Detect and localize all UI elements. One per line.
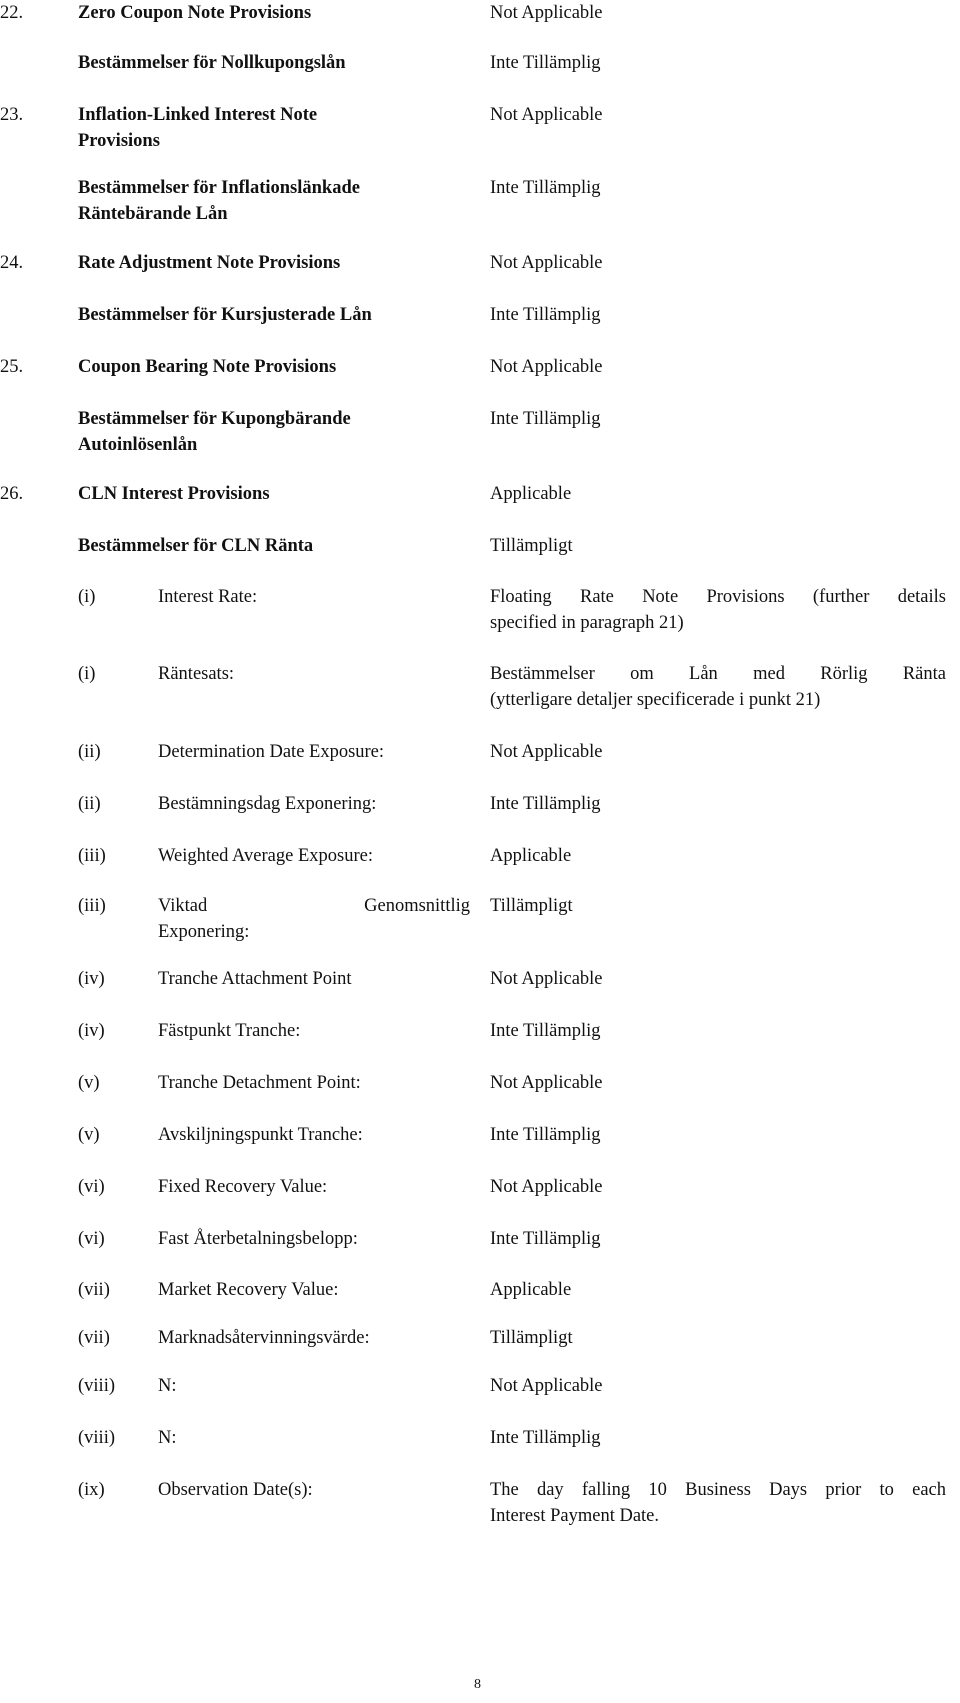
section-title-line1: Inflation-Linked Interest Note (78, 105, 318, 125)
item-index: (iii) (78, 846, 106, 866)
section-title: Coupon Bearing Note Provisions (78, 357, 337, 377)
item-label: Marknadsåtervinningsvärde: (158, 1328, 370, 1348)
section-title-sv-line1: Bestämmelser för Kupongbärande (78, 409, 351, 429)
section-value: Not Applicable (490, 253, 603, 273)
item-label: Fast Återbetalningsbelopp: (158, 1229, 358, 1249)
item-index: (viii) (78, 1428, 115, 1448)
section-title-sv-line2: Räntebärande Lån (78, 204, 228, 224)
item-label-line2: Exponering: (158, 922, 250, 942)
item-label: Bestämningsdag Exponering: (158, 794, 377, 814)
item-value-line2: Interest Payment Date. (490, 1506, 660, 1526)
item-index: (ii) (78, 742, 101, 762)
item-value: Inte Tillämplig (490, 1125, 601, 1145)
item-label: Fixed Recovery Value: (158, 1177, 328, 1197)
item-index: (vii) (78, 1280, 110, 1300)
item-label: Weighted Average Exposure: (158, 846, 373, 866)
item-value: Not Applicable (490, 1073, 603, 1093)
item-index: (i) (78, 664, 96, 684)
section-value-sv: Tillämpligt (490, 536, 573, 556)
section-title-sv-line1: Bestämmelser för Inflationslänkade (78, 178, 360, 198)
item-value: Tillämpligt (490, 1328, 573, 1348)
section-value-sv: Inte Tillämplig (490, 178, 601, 198)
item-label: Interest Rate: (158, 587, 258, 607)
item-label: Market Recovery Value: (158, 1280, 339, 1300)
item-value-line2: (ytterligare detaljer specificerade i punkt 21) (490, 690, 821, 710)
page-number: 8 (474, 1677, 481, 1692)
item-value-line2: specified in paragraph 21) (490, 613, 684, 633)
section-value: Applicable (490, 484, 572, 504)
section-number: 26. (0, 484, 24, 504)
section-title-line2: Provisions (78, 131, 160, 151)
item-value: Inte Tillämplig (490, 794, 601, 814)
item-label: Tranche Detachment Point: (158, 1073, 361, 1093)
item-value: Not Applicable (490, 1177, 603, 1197)
section-title-sv: Bestämmelser för Nollkupongslån (78, 53, 346, 73)
item-value-line1: Floating Rate Note Provisions (further details (490, 587, 946, 607)
item-label: Tranche Attachment Point (158, 969, 352, 989)
item-label: Observation Date(s): (158, 1480, 313, 1500)
item-index: (iv) (78, 1021, 105, 1041)
item-value: Not Applicable (490, 969, 603, 989)
section-title-sv-line2: Autoinlösenlån (78, 435, 198, 455)
item-value-line1: The day falling 10 Business Days prior to each (490, 1480, 946, 1500)
item-label: Determination Date Exposure: (158, 742, 385, 762)
item-label: Avskiljningspunkt Tranche: (158, 1125, 363, 1145)
section-value: Not Applicable (490, 105, 603, 125)
item-label: N: (158, 1376, 177, 1396)
section-value-sv: Inte Tillämplig (490, 53, 601, 73)
item-value: Applicable (490, 1280, 572, 1300)
item-index: (vii) (78, 1328, 110, 1348)
item-value-line1: Bestämmelser om Lån med Rörlig Ränta (490, 664, 946, 684)
item-value: Inte Tillämplig (490, 1229, 601, 1249)
section-title-sv: Bestämmelser för CLN Ränta (78, 536, 314, 556)
item-label-line1: Viktad Genomsnittlig (158, 896, 470, 916)
item-index: (i) (78, 587, 96, 607)
section-value: Not Applicable (490, 3, 603, 23)
item-index: (viii) (78, 1376, 115, 1396)
item-index: (v) (78, 1125, 100, 1145)
item-index: (iii) (78, 896, 106, 916)
item-value: Not Applicable (490, 1376, 603, 1396)
item-label: Räntesats: (158, 664, 235, 684)
section-value-sv: Inte Tillämplig (490, 409, 601, 429)
item-value: Not Applicable (490, 742, 603, 762)
item-value: Inte Tillämplig (490, 1428, 601, 1448)
item-index: (vi) (78, 1229, 105, 1249)
section-title: Rate Adjustment Note Provisions (78, 253, 341, 273)
item-value: Inte Tillämplig (490, 1021, 601, 1041)
section-number: 24. (0, 253, 24, 273)
section-title: CLN Interest Provisions (78, 484, 270, 504)
item-index: (iv) (78, 969, 105, 989)
item-value: Applicable (490, 846, 572, 866)
item-label: N: (158, 1428, 177, 1448)
section-value: Not Applicable (490, 357, 603, 377)
item-index: (v) (78, 1073, 100, 1093)
item-value: Tillämpligt (490, 896, 573, 916)
section-number: 22. (0, 3, 24, 23)
item-index: (ix) (78, 1480, 105, 1500)
section-title: Zero Coupon Note Provisions (78, 3, 312, 23)
section-value-sv: Inte Tillämplig (490, 305, 601, 325)
section-title-sv: Bestämmelser för Kursjusterade Lån (78, 305, 372, 325)
section-number: 25. (0, 357, 24, 377)
item-index: (ii) (78, 794, 101, 814)
item-label: Fästpunkt Tranche: (158, 1021, 301, 1041)
section-number: 23. (0, 105, 24, 125)
item-index: (vi) (78, 1177, 105, 1197)
